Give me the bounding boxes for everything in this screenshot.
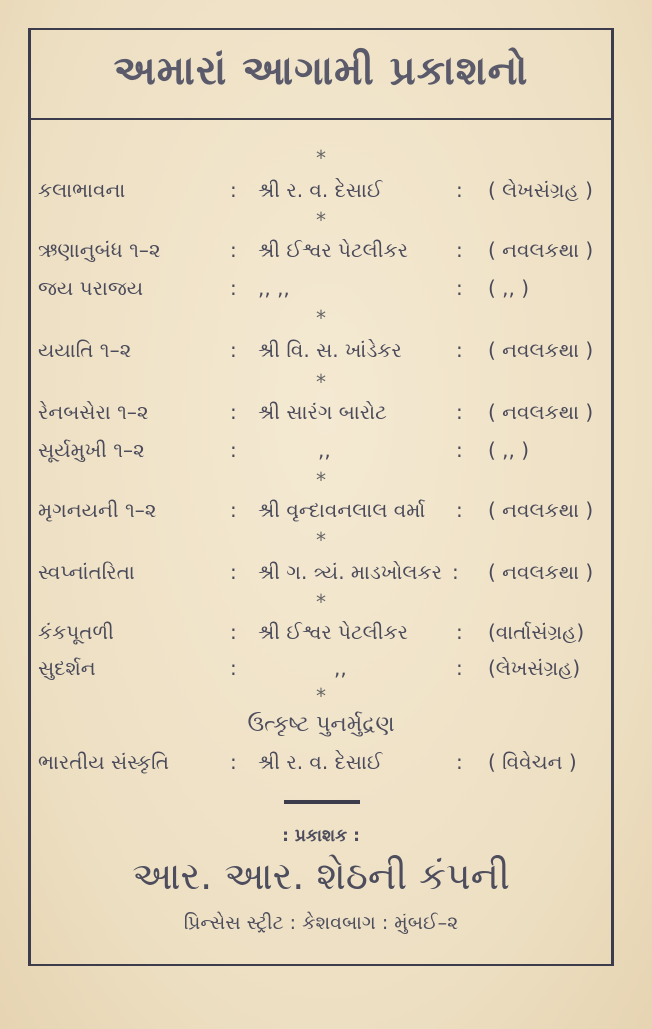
colon: :: [230, 338, 237, 362]
separator-star: *: [316, 146, 326, 170]
colon: :: [230, 400, 237, 424]
colon: :: [230, 498, 237, 522]
book-author: ,,: [334, 656, 347, 680]
book-author: શ્રી ઈશ્વર પેટલીકર: [258, 238, 408, 262]
book-title: રેનબસેરા ૧–૨: [38, 400, 149, 424]
book-author: શ્રી વૃન્દાવનલાલ વર્મા: [258, 498, 426, 522]
colon: :: [456, 750, 463, 774]
colon: :: [456, 498, 463, 522]
separator-star: *: [316, 208, 326, 232]
book-title: મૃગનયની ૧–૨: [38, 498, 157, 522]
book-author: શ્રી ર. વ. દેસાઈ: [258, 178, 383, 202]
publisher-divider: [284, 800, 360, 804]
colon: :: [456, 400, 463, 424]
separator-star: *: [316, 306, 326, 330]
book-author: શ્રી ઈશ્વર પેટલીકર: [258, 620, 408, 644]
colon: :: [230, 620, 237, 644]
book-row: [38, 238, 608, 272]
book-genre: ( નવલકથા ): [488, 400, 594, 424]
book-genre: ( લેખસંગ્રહ ): [488, 178, 593, 202]
separator-star: *: [316, 684, 326, 708]
book-author: શ્રી સારંગ બારોટ: [258, 400, 387, 424]
book-genre: ( નવલકથા ): [488, 498, 594, 522]
colon: :: [230, 276, 237, 300]
book-row: [38, 338, 608, 372]
book-genre: ( વિવેચન ): [488, 750, 577, 774]
book-genre: ( નવલકથા ): [488, 238, 594, 262]
colon: :: [456, 238, 463, 262]
separator-star: *: [316, 590, 326, 614]
publisher-name: આર. આર. શેઠની કંપની: [132, 854, 510, 898]
separator-star: *: [316, 370, 326, 394]
book-author: ,,: [318, 438, 331, 462]
book-title: જય પરાજય: [38, 276, 144, 300]
book-row: [38, 400, 608, 434]
book-title: કલાભાવના: [38, 178, 126, 202]
publisher-label: : પ્રકાશક :: [282, 826, 360, 846]
book-author: શ્રી ગ. ત્ર્યં. માડખોલકર: [258, 560, 442, 584]
separator-star: *: [316, 468, 326, 492]
colon: :: [230, 656, 237, 680]
book-row: [38, 178, 608, 212]
colon: :: [230, 438, 237, 462]
book-title: સૂર્યમુખી ૧–૨: [38, 438, 145, 462]
book-author: શ્રી ર. વ. દેસાઈ: [258, 750, 383, 774]
book-genre: (વાર્તાસંગ્રહ): [488, 620, 585, 644]
colon: :: [230, 178, 237, 202]
book-genre: (લેખસંગ્રહ): [488, 656, 581, 680]
colon: :: [230, 560, 237, 584]
book-row: [38, 438, 608, 472]
colon: :: [456, 438, 463, 462]
book-title: સુદર્શન: [38, 656, 96, 680]
book-row: [38, 276, 608, 310]
colon: :: [456, 178, 463, 202]
book-title: ઋણાનુબંધ ૧–૨: [38, 238, 161, 262]
separator-star: *: [316, 528, 326, 552]
book-genre: ( નવલકથા ): [488, 338, 594, 362]
book-genre: ( ,, ): [488, 438, 530, 462]
book-row: [38, 560, 608, 594]
book-author: ,, ,,: [258, 276, 290, 300]
title-divider: [28, 118, 614, 120]
colon: :: [456, 338, 463, 362]
book-row: [38, 498, 608, 532]
book-author: શ્રી વિ. સ. ખાંડેકર: [258, 338, 402, 362]
book-row: [38, 620, 608, 654]
colon: :: [230, 238, 237, 262]
colon: :: [456, 656, 463, 680]
book-title: કંકપૂતળી: [38, 620, 114, 644]
book-row: [38, 750, 608, 784]
colon: :: [230, 750, 237, 774]
book-title: ભારતીય સંસ્કૃતિ: [38, 750, 169, 774]
colon: :: [452, 560, 459, 584]
colon: :: [456, 276, 463, 300]
reprint-heading: ઉત્કૃષ્ટ પુનર્મુદ્રણ: [247, 712, 395, 737]
page-title: અમારાં આગામી પ્રકાશનો: [113, 48, 529, 94]
book-title: સ્વપ્નાંતરિતા: [38, 560, 135, 584]
book-genre: ( નવલકથા ): [488, 560, 594, 584]
book-genre: ( ,, ): [488, 276, 530, 300]
colon: :: [456, 620, 463, 644]
book-title: યયાતિ ૧–૨: [38, 338, 132, 362]
publisher-address: પ્રિન્સેસ સ્ટ્રીટ : કેશવબાગ : મુંબઈ–૨: [183, 912, 459, 934]
